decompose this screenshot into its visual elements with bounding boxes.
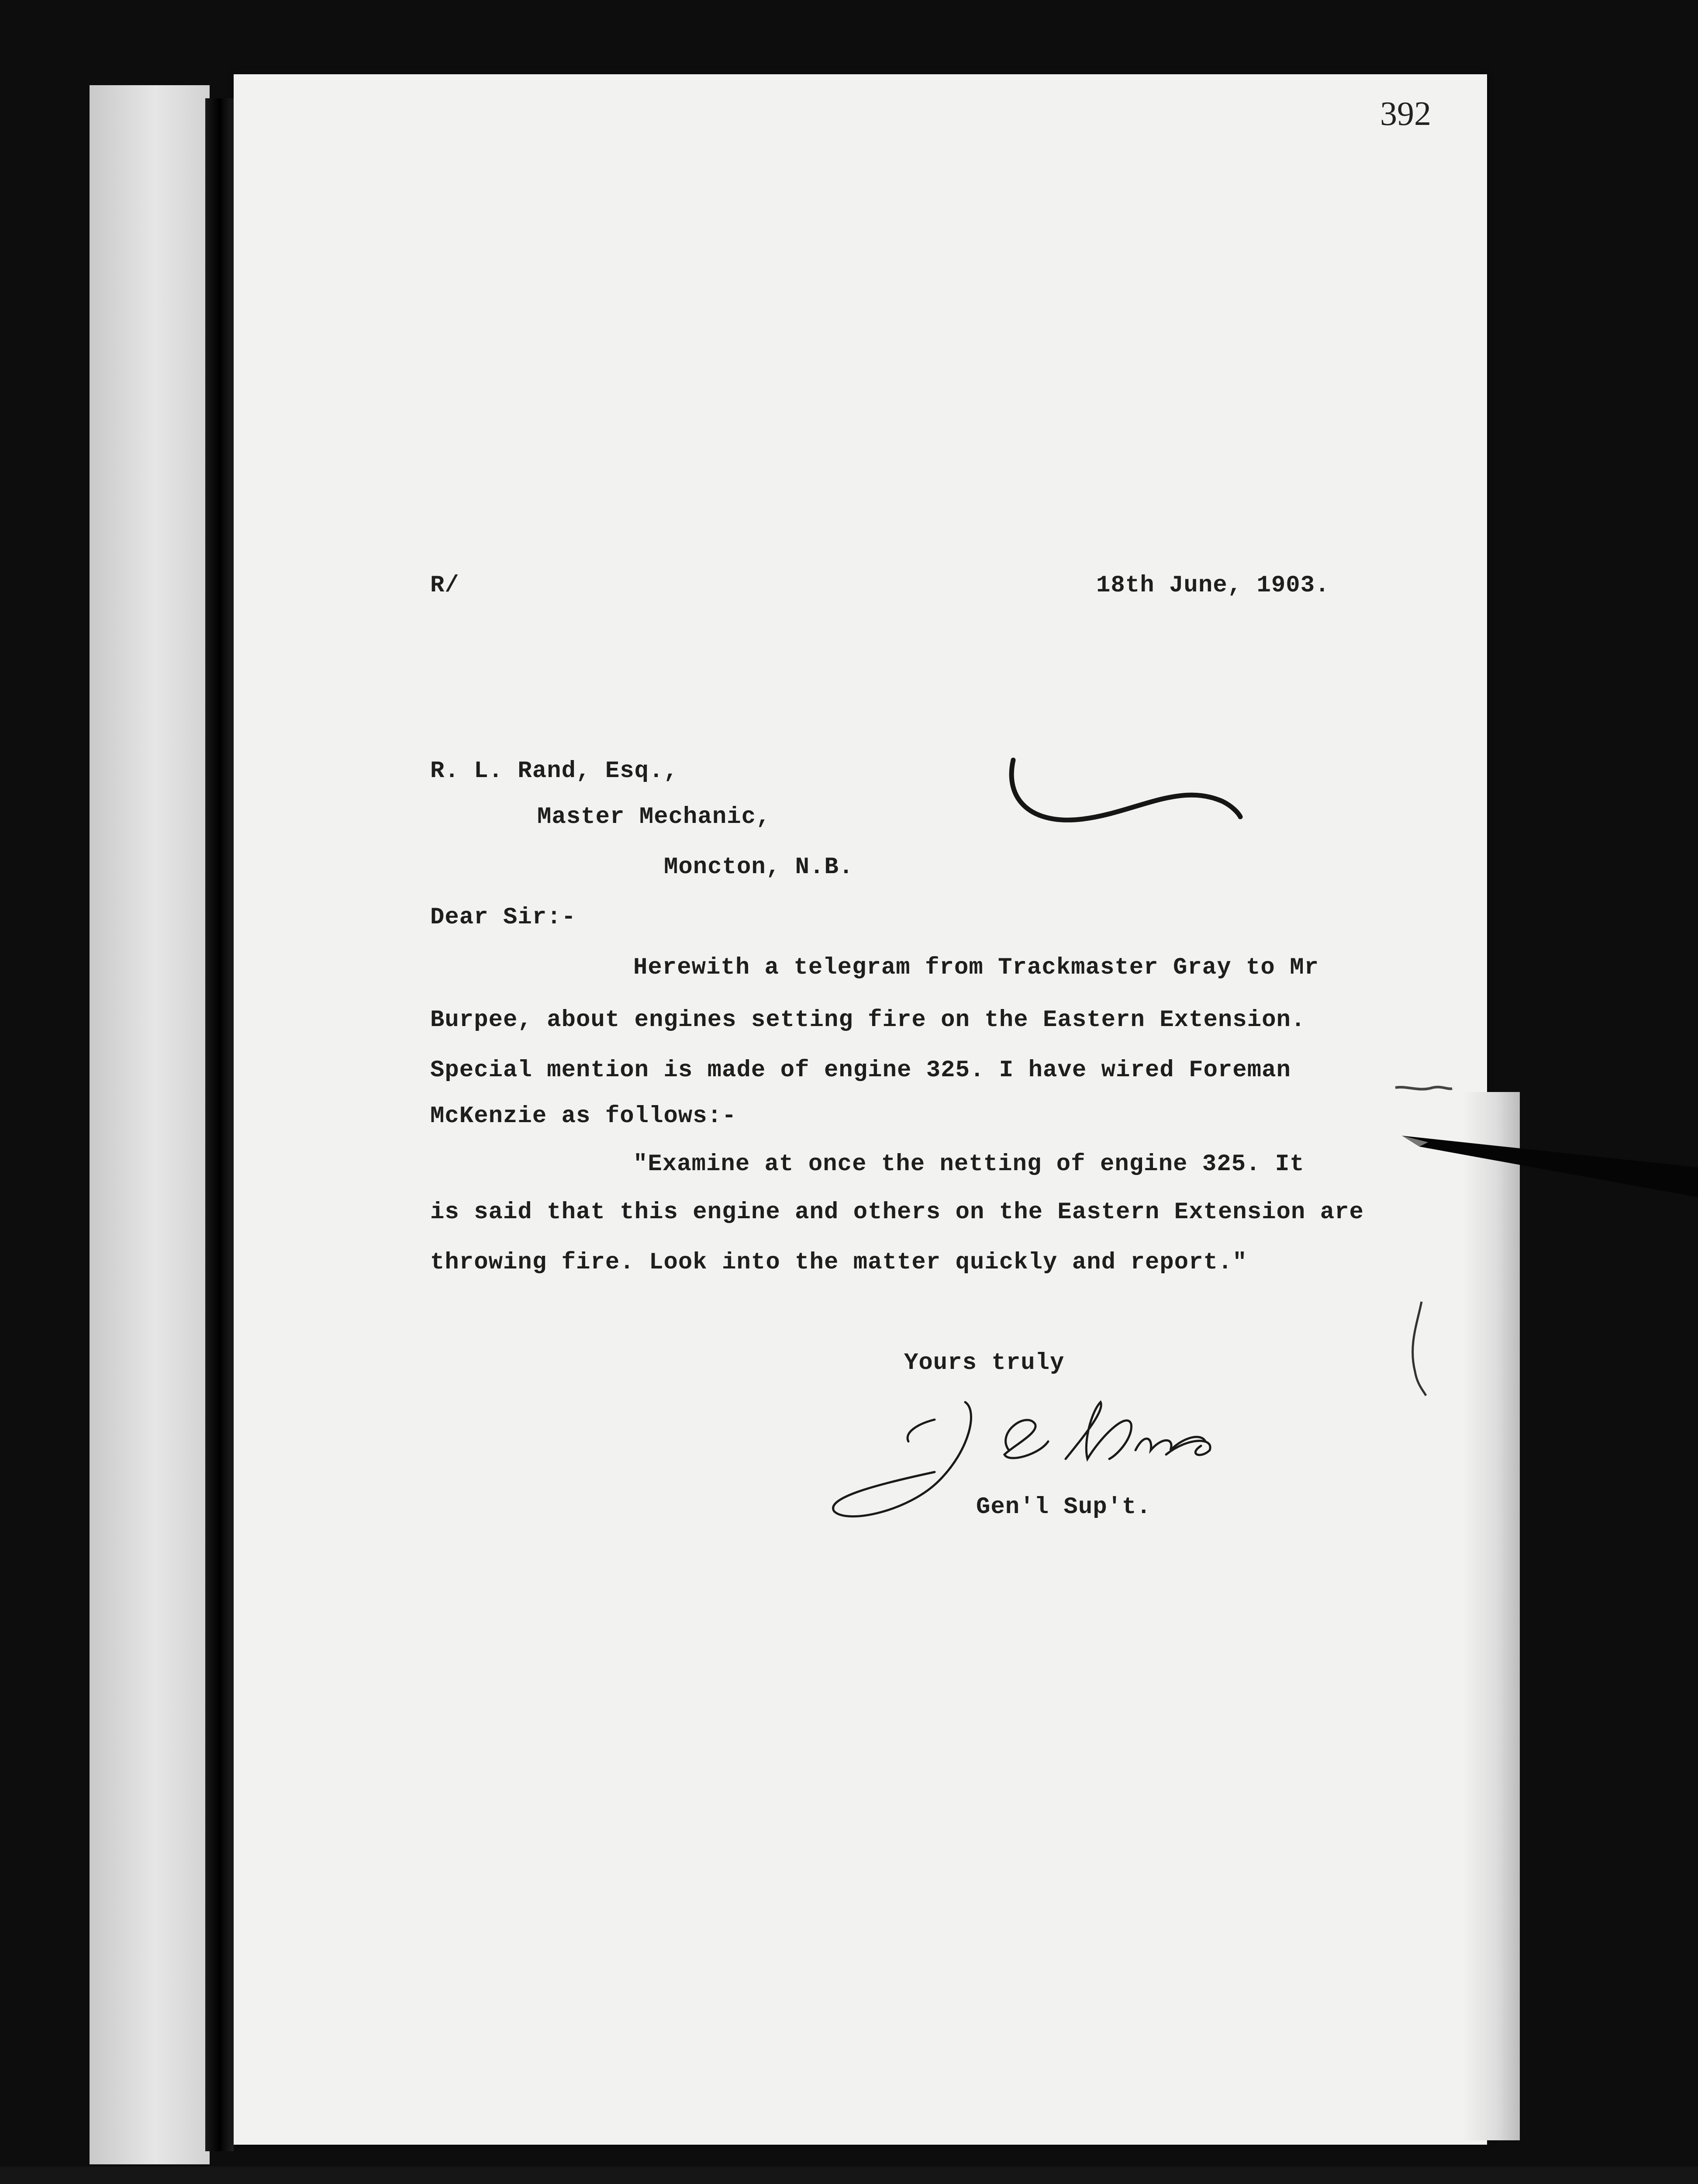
closing: Yours truly	[904, 1350, 1065, 1376]
quote-line: is said that this engine and others on the Eastern Extension are	[430, 1199, 1364, 1226]
signature-title: Gen'l Sup't.	[976, 1494, 1151, 1521]
letter-date: 18th June, 1903.	[1096, 572, 1330, 599]
recipient-title: Master Mechanic,	[537, 804, 771, 830]
recipient-location: Moncton, N.B.	[664, 854, 854, 881]
reference-mark: R/	[430, 572, 459, 599]
check-mark	[1004, 751, 1249, 839]
body-line: Herewith a telegram from Trackmaster Gray to Mr	[633, 954, 1319, 981]
binding-margin	[90, 85, 210, 2164]
quote-line: "Examine at once the netting of engine 325. It	[633, 1151, 1305, 1178]
quote-line: throwing fire. Look into the matter quickly and report."	[430, 1249, 1247, 1276]
page-number: 392	[1380, 94, 1431, 132]
margin-mark	[1400, 1297, 1435, 1398]
page-edge	[1463, 1092, 1520, 2140]
salutation: Dear Sir:-	[430, 904, 576, 931]
binding-gutter	[205, 98, 234, 2151]
film-background	[0, 2167, 1698, 2184]
pointer-pen	[1402, 1116, 1698, 1199]
body-line: Special mention is made of engine 325. I have wired Foreman	[430, 1057, 1291, 1084]
body-line: McKenzie as follows:-	[430, 1103, 737, 1130]
recipient-name: R. L. Rand, Esq.,	[430, 758, 678, 784]
letter-page	[234, 74, 1487, 2145]
margin-mark	[1393, 1070, 1454, 1109]
body-line: Burpee, about engines setting fire on the Eastern Extension.	[430, 1007, 1306, 1033]
